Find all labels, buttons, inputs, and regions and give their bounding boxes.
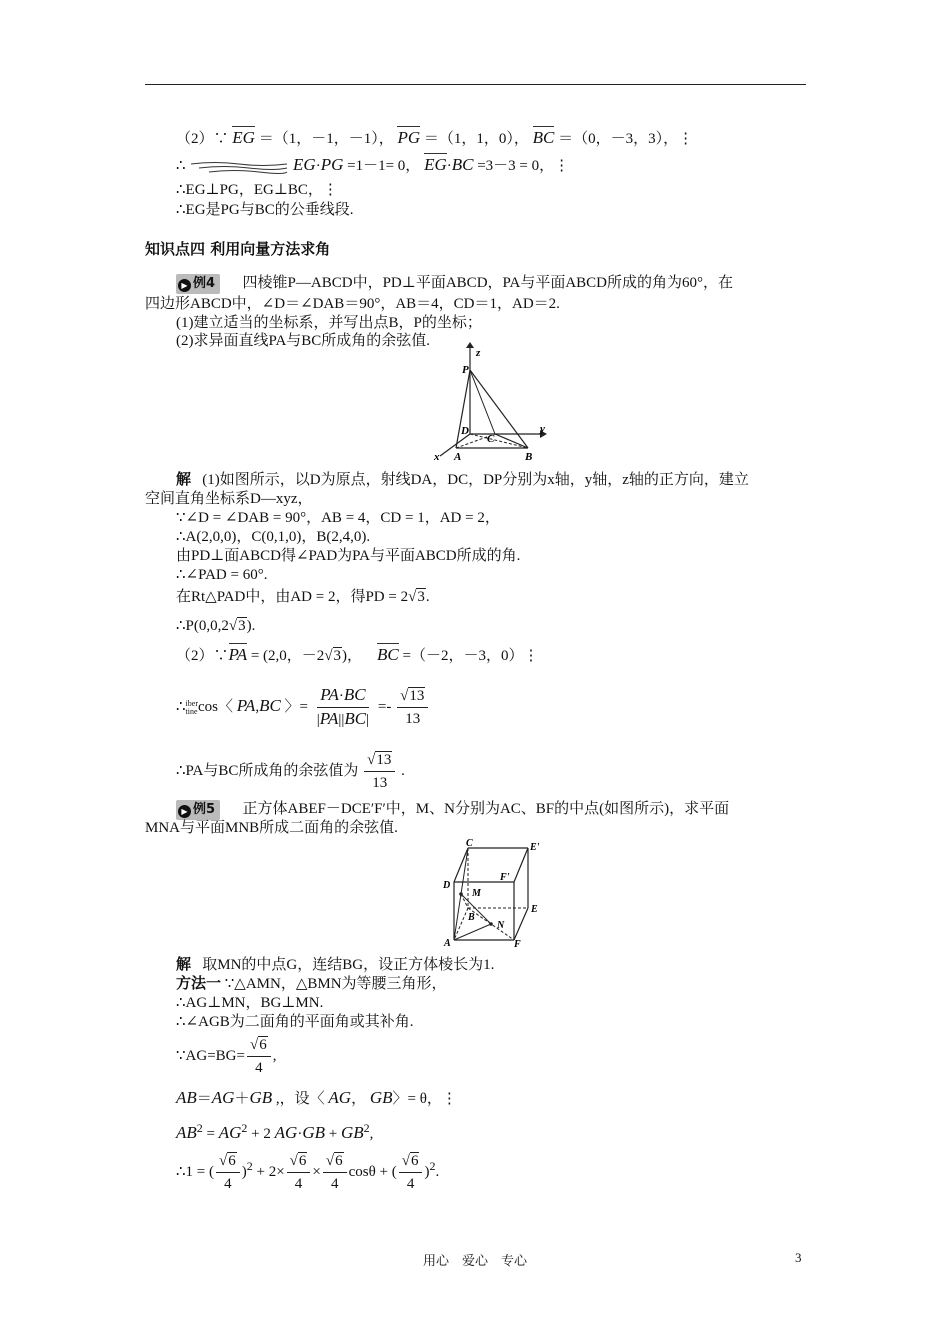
cube-figure bbox=[440, 836, 550, 948]
fig5-label-c: C bbox=[466, 838, 473, 849]
play-icon: ▶ bbox=[178, 279, 191, 292]
fig4-label-z: z bbox=[476, 347, 481, 359]
page-number: 3 bbox=[795, 1250, 802, 1265]
fig4-label-x: x bbox=[434, 451, 440, 463]
fig4-label-p: P bbox=[462, 364, 469, 376]
section-heading: 知识点四 利用向量方法求角 bbox=[145, 240, 331, 258]
sol4-line7: 在Rt△PAD中，由AD = 2，得PD = 2√3. bbox=[176, 589, 430, 605]
sol4-line5: 由PD⊥面ABCD得∠PAD为PA与平面ABCD所成的角. bbox=[176, 548, 521, 564]
example4-q2: (2)求异面直线PA与BC所成角的余弦值. bbox=[176, 333, 431, 349]
sol4-line6: ∴∠PAD = 60°. bbox=[176, 567, 268, 583]
line-dot-products: ∴ EG·PG =1－1= 0， EG·BC =3－3 = 0，⋮ bbox=[176, 155, 570, 174]
fig5-label-e-prime: E' bbox=[530, 842, 540, 853]
sol5-line8: ∴1 = ( $\frac{√6}{4}$ )$^2$ + 2× $\frac{√6}{4}$ × $\frac{√6}{4}$ cosθ + ( $\frac{√6}{4}$ )$^2$. bbox=[176, 1143, 439, 1195]
sol4-line9: （2）∵PA = (2,0，－2√3)， BC =（－2，－3，0）⋮ bbox=[176, 645, 539, 664]
fig5-label-m: M bbox=[472, 888, 481, 899]
sol5-line7: $AB^2 = AG^2 + 2$ $AG\cdot GB + GB^2$, bbox=[176, 1121, 374, 1142]
fig4-label-d: D bbox=[461, 425, 469, 437]
example5-line2: MNA与平面MNB所成二面角的余弦值. bbox=[145, 820, 398, 836]
pyramid-figure bbox=[420, 342, 560, 464]
sol4-line10: ∴iber tinecos〈 PA,BC 〉= $\frac{PA\cdot BC}{|PA||BC|}$ =- $\frac{√13}{13}$ bbox=[176, 683, 430, 731]
vector-eg: EG bbox=[232, 128, 255, 147]
play-icon: ▶ bbox=[178, 805, 191, 818]
squiggle-mark bbox=[189, 160, 289, 174]
example4-line2: 四边形ABCD中，∠D＝∠DAB＝90°，AB＝4，CD＝1，AD＝2. bbox=[145, 296, 560, 312]
example4-q1: (1)建立适当的坐标系，并写出点B，P的坐标； bbox=[176, 315, 482, 331]
fig4-label-c: C bbox=[487, 433, 495, 445]
sol5-line6: AB＝AG＋GB ,，设〈 AG， GB〉= θ，⋮ bbox=[176, 1088, 457, 1107]
sol4-line1: 解 (1)如图所示，以D为原点，射线DA，DC，DP分别为x轴，y轴，z轴的正方向，建立 bbox=[176, 472, 749, 488]
fig5-label-f: F bbox=[514, 939, 521, 948]
line-perpendicular: ∴EG⊥PG，EG⊥BC，⋮ bbox=[176, 182, 338, 198]
fig5-label-f-prime: F' bbox=[500, 872, 510, 883]
fig5-label-a: A bbox=[444, 938, 451, 948]
sol5-line3: ∴AG⊥MN，BG⊥MN. bbox=[176, 995, 324, 1011]
example5-line1: ▶ 例5 正方体ABEF－DCE′F′中，M、N分别为AC、BF的中点(如图所示)，求平面 bbox=[176, 799, 729, 820]
sol4-line2: 空间直角坐标系D—xyz， bbox=[145, 491, 313, 507]
example4-badge: ▶ 例4 bbox=[176, 274, 220, 294]
example5-badge: ▶ 例5 bbox=[176, 800, 220, 820]
fig4-label-b: B bbox=[525, 451, 533, 463]
fig4-label-y: y bbox=[540, 423, 545, 435]
fig4-label-a: A bbox=[454, 451, 462, 463]
sol4-line8: ∴P(0,0,2√3). bbox=[176, 618, 256, 634]
vector-pg: PG bbox=[397, 128, 421, 147]
sol5-line4: ∴∠AGB为二面角的平面角或其补角. bbox=[176, 1014, 414, 1030]
sol5-line2: 方法一 ∵△AMN，△BMN为等腰三角形， bbox=[176, 976, 447, 992]
header-rule bbox=[145, 84, 806, 85]
line-common-perpendicular: ∴EG是PG与BC的公垂线段. bbox=[176, 202, 354, 218]
fig5-label-b: B bbox=[468, 912, 475, 923]
fig5-label-d: D bbox=[443, 880, 451, 891]
line-eg-vectors: （2）∵ EG ＝（1，－1，－1）， PG ＝（1，1，0）， BC ＝（0，－3，3），⋮ bbox=[176, 128, 694, 147]
sol4-line11: ∴PA与BC所成角的余弦值为 $\frac{√13}{13}$ . bbox=[176, 748, 405, 794]
fig5-label-n: N bbox=[497, 920, 505, 931]
sol4-line4: ∴A(2,0,0)，C(0,1,0)，B(2,4,0). bbox=[176, 529, 371, 545]
fig5-label-e: E bbox=[531, 904, 538, 915]
sol5-line1: 解 取MN的中点G，连结BG，设正方体棱长为1. bbox=[176, 957, 495, 973]
sol4-line3: ∵∠D = ∠DAB = 90°，AB = 4，CD = 1，AD = 2， bbox=[176, 510, 500, 526]
example4-line1: ▶ 例4 四棱锥P—ABCD中，PD⊥平面ABCD，PA与平面ABCD所成的角为60°，在 bbox=[176, 273, 733, 294]
vector-bc: BC bbox=[532, 128, 555, 147]
sol5-line5: ∵AG=BG= $\frac{√6}{4}$ , bbox=[176, 1033, 276, 1079]
page-footer: 用心 爱心 专心 bbox=[422, 1254, 527, 1269]
